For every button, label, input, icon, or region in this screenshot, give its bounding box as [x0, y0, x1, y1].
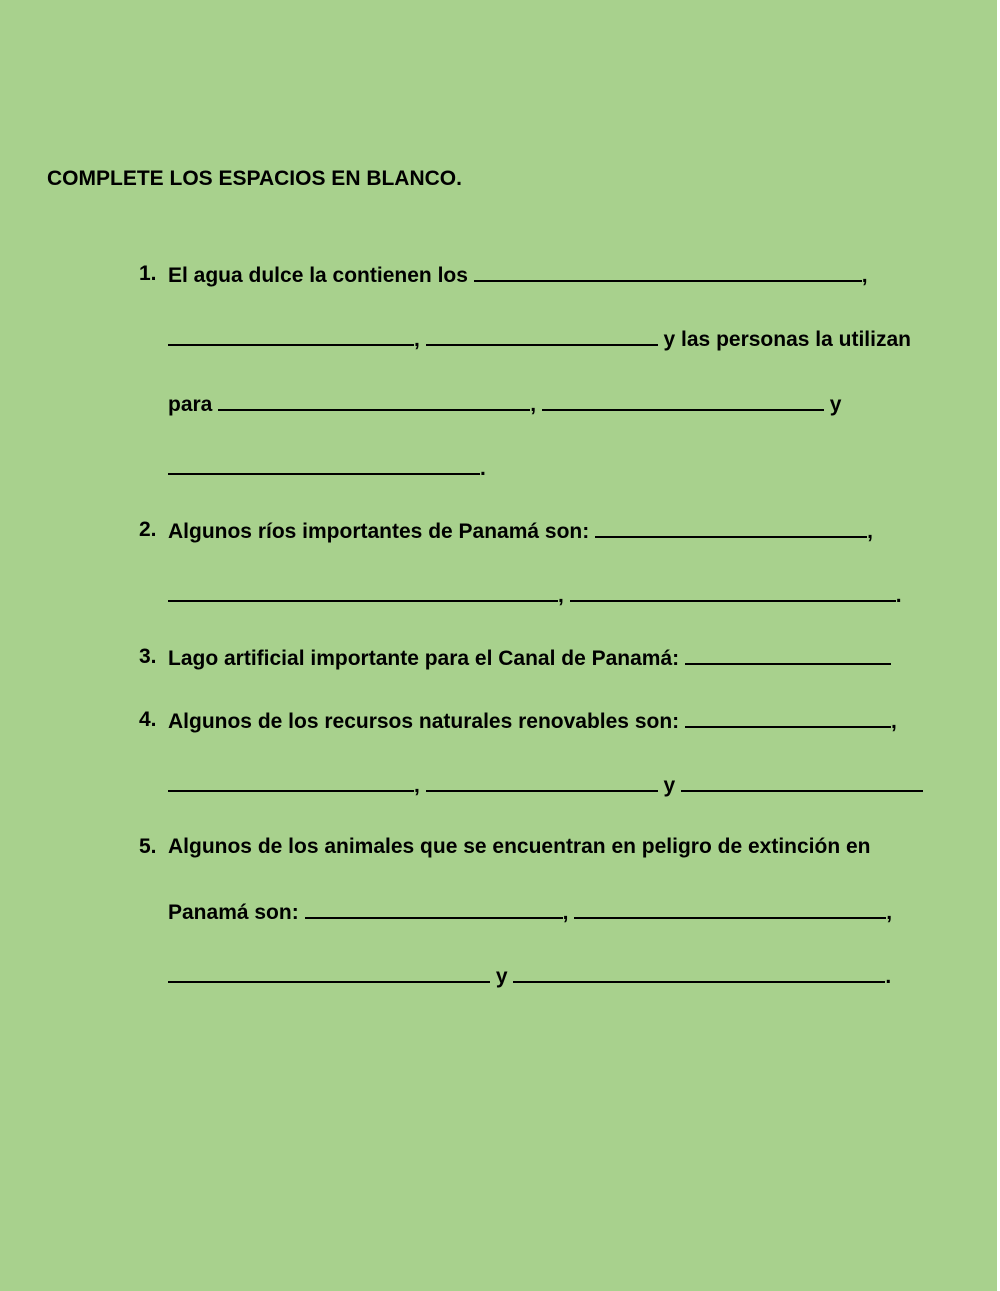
item-1-blank-3[interactable]: [426, 324, 658, 346]
item-4-y: y: [663, 774, 676, 797]
item-2-blank-3[interactable]: [570, 580, 896, 602]
item-4-line-2: [168, 770, 923, 800]
item-4-blank-2[interactable]: [168, 770, 414, 792]
worksheet-title: COMPLETE LOS ESPACIOS EN BLANCO.: [47, 167, 462, 190]
item-4-comma-1: ,: [891, 710, 897, 733]
item-1-y: y: [829, 393, 842, 416]
item-2-comma-2: ,: [558, 584, 564, 607]
item-2-line-2: [168, 580, 902, 610]
item-4-blank-1[interactable]: [685, 706, 891, 728]
item-2-comma-1: ,: [867, 520, 873, 543]
item-5-line-1: [168, 833, 871, 861]
item-1-period: .: [480, 457, 486, 480]
item-4-blank-4[interactable]: [681, 770, 923, 792]
item-4-number: 4.: [139, 708, 157, 731]
item-5-y: y: [495, 965, 508, 988]
item-5-line-2: [168, 897, 892, 927]
item-1-line-3: [168, 389, 841, 419]
item-3-number: 3.: [139, 645, 157, 668]
item-5-text: Algunos de los animales que se encuentran en peligro de extinción en: [168, 835, 871, 858]
item-2-text: Algunos ríos importantes de Panamá son:: [168, 520, 590, 543]
item-4-line-1: [168, 706, 897, 736]
item-5-number: 5.: [139, 835, 157, 858]
item-1-line-2: [168, 324, 911, 354]
item-3-text: Lago artificial importante para el Canal de Panamá:: [168, 647, 680, 670]
item-5-blank-1[interactable]: [305, 897, 563, 919]
item-1-blank-5[interactable]: [542, 389, 824, 411]
item-5-period: .: [885, 965, 892, 988]
item-5-line-3: [168, 961, 891, 991]
item-5-blank-2[interactable]: [574, 897, 886, 919]
item-4-blank-3[interactable]: [426, 770, 658, 792]
item-2-period: .: [895, 584, 902, 607]
item-2-blank-1[interactable]: [595, 516, 867, 538]
item-4-text: Algunos de los recursos naturales renovables son:: [168, 710, 680, 733]
item-1-line-1: [168, 260, 868, 290]
item-3-line-1: [168, 643, 891, 673]
item-2-line-1: [168, 516, 873, 546]
item-1-comma-1: ,: [861, 264, 868, 287]
item-2-blank-2[interactable]: [168, 580, 558, 602]
item-1-number: 1.: [139, 262, 157, 285]
item-5-blank-4[interactable]: [513, 961, 885, 983]
item-1-blank-2[interactable]: [168, 324, 414, 346]
item-1-blank-6[interactable]: [168, 453, 480, 475]
item-5-comma-1: ,: [562, 901, 569, 924]
item-5-blank-3[interactable]: [168, 961, 490, 983]
item-1-text: El agua dulce la contienen los: [168, 264, 468, 287]
item-2-number: 2.: [139, 518, 157, 541]
item-1-comma-3: ,: [530, 393, 537, 416]
item-1-blank-1[interactable]: [474, 260, 862, 282]
item-4-comma-2: ,: [414, 774, 420, 797]
item-1-comma-2: ,: [414, 328, 420, 351]
item-5-comma-2: ,: [886, 901, 893, 924]
item-3-blank-1[interactable]: [685, 643, 891, 665]
item-1-text-3: para: [168, 393, 213, 416]
item-1-blank-4[interactable]: [218, 389, 530, 411]
item-1-text-2: y las personas la utilizan: [663, 328, 911, 351]
item-1-line-4: [168, 453, 486, 483]
item-5-text-2: Panamá son:: [168, 901, 299, 924]
